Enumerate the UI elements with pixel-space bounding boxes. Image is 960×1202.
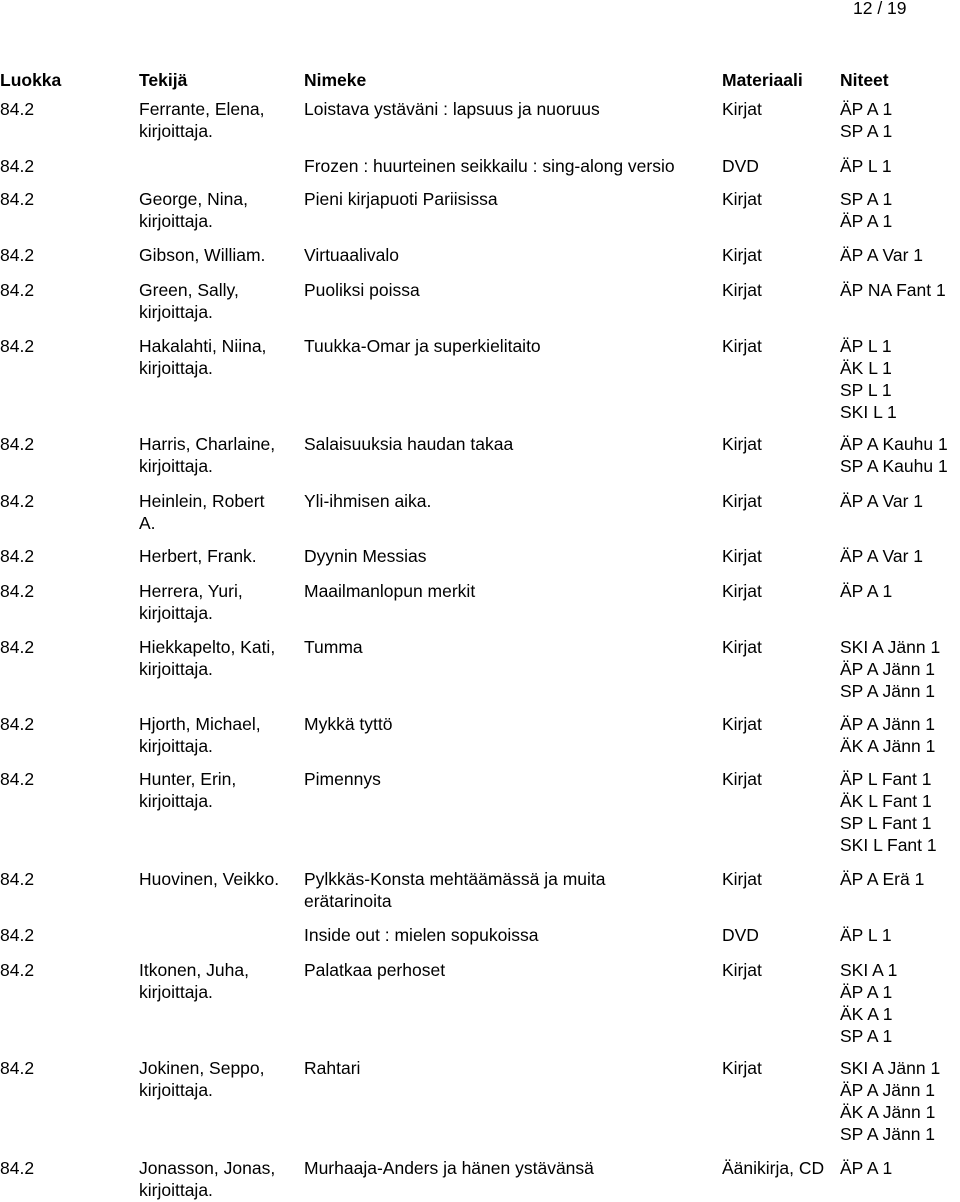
niteet-cell <box>840 490 923 512</box>
tekija-cell-line: Green, Sally, <box>139 280 239 300</box>
niteet-cell-line: ÄK L Fant 1 <box>840 791 932 811</box>
niteet-cell <box>840 433 948 477</box>
tekija-cell-line: Gibson, William. <box>139 245 266 265</box>
tekija-cell-line: Heinlein, Robert <box>139 491 265 511</box>
luokka-cell: 84.2 <box>0 960 35 980</box>
niteet-cell-line: ÄP A Var 1 <box>840 245 924 265</box>
niteet-cell <box>840 959 897 1047</box>
luokka-cell: 84.2 <box>0 1058 35 1078</box>
materiaali-cell: Kirjat <box>722 189 762 209</box>
tekija-cell <box>139 580 299 624</box>
niteet-cell-line: ÄP L 1 <box>840 156 892 176</box>
niteet-cell-line: ÄK A Jänn 1 <box>840 1102 936 1122</box>
materiaali-cell: Kirjat <box>722 99 762 119</box>
materiaali-cell: Kirjat <box>722 769 762 789</box>
niteet-cell-line: ÄK A 1 <box>840 1004 893 1024</box>
nimeke-cell-line: Dyynin Messias <box>304 546 427 566</box>
nimeke-cell <box>304 959 714 981</box>
materiaali-cell: Kirjat <box>722 637 762 657</box>
nimeke-cell <box>304 580 714 602</box>
tekija-cell <box>139 768 299 812</box>
tekija-cell-line: Itkonen, Juha, <box>139 960 249 980</box>
niteet-cell-line: SKI A 1 <box>840 960 898 980</box>
niteet-cell <box>840 768 937 856</box>
niteet-cell-line: ÄP A 1 <box>840 1158 893 1178</box>
tekija-cell <box>139 713 299 757</box>
niteet-cell <box>840 636 940 702</box>
tekija-cell <box>139 545 299 567</box>
tekija-cell-line: Jokinen, Seppo, <box>139 1058 265 1078</box>
niteet-cell-line: SP A 1 <box>840 121 893 141</box>
luokka-cell: 84.2 <box>0 546 35 566</box>
niteet-cell-line: SP A Kauhu 1 <box>840 456 948 476</box>
tekija-cell-line: kirjoittaja. <box>139 1180 213 1200</box>
luokka-cell: 84.2 <box>0 156 35 176</box>
niteet-cell <box>840 545 923 567</box>
materiaali-cell: Kirjat <box>722 546 762 566</box>
tekija-cell-line: kirjoittaja. <box>139 736 213 756</box>
niteet-cell-line: ÄP A Jänn 1 <box>840 659 936 679</box>
nimeke-cell-line: Mykkä tyttö <box>304 714 393 734</box>
niteet-cell <box>840 924 892 946</box>
nimeke-cell-line: Inside out : mielen sopukoissa <box>304 925 539 945</box>
materiaali-cell: Kirjat <box>722 1058 762 1078</box>
nimeke-cell-line: Puoliksi poissa <box>304 280 420 300</box>
tekija-cell <box>139 244 299 266</box>
tekija-cell <box>139 188 299 232</box>
tekija-cell <box>139 1057 299 1101</box>
nimeke-cell <box>304 868 714 912</box>
tekija-cell-line: Ferrante, Elena, <box>139 99 265 119</box>
niteet-cell-line: ÄP A 1 <box>840 211 893 231</box>
nimeke-cell <box>304 155 714 177</box>
nimeke-cell <box>304 636 714 658</box>
nimeke-cell-line: Pieni kirjapuoti Pariisissa <box>304 189 498 209</box>
tekija-cell <box>139 279 299 323</box>
nimeke-cell <box>304 335 714 357</box>
tekija-cell <box>139 868 299 890</box>
nimeke-cell <box>304 1157 714 1179</box>
materiaali-cell: Kirjat <box>722 336 762 356</box>
tekija-cell-line: Hiekkapelto, Kati, <box>139 637 276 657</box>
tekija-cell-line: kirjoittaja. <box>139 659 213 679</box>
tekija-cell <box>139 335 299 379</box>
tekija-cell <box>139 490 299 534</box>
page-number: 12 / 19 <box>853 0 907 18</box>
header-nimeke: Nimeke <box>304 70 367 90</box>
niteet-cell <box>840 155 892 177</box>
nimeke-cell-line: Virtuaalivalo <box>304 245 400 265</box>
tekija-cell <box>139 636 299 680</box>
niteet-cell-line: ÄP A 1 <box>840 581 893 601</box>
niteet-cell-line: ÄP NA Fant 1 <box>840 280 946 300</box>
tekija-cell-line: George, Nina, <box>139 189 248 209</box>
niteet-cell-line: SP A 1 <box>840 189 893 209</box>
tekija-cell-line: kirjoittaja. <box>139 1080 213 1100</box>
materiaali-cell: Äänikirja, CD <box>722 1158 825 1178</box>
nimeke-cell-line: Pylkkäs-Konsta mehtäämässä ja muita <box>304 869 606 889</box>
materiaali-cell: Kirjat <box>722 869 762 889</box>
nimeke-cell-line: Tuukka-Omar ja superkielitaito <box>304 336 541 356</box>
niteet-cell-line: ÄP A Kauhu 1 <box>840 434 948 454</box>
tekija-cell <box>139 959 299 1003</box>
tekija-cell-line: kirjoittaja. <box>139 982 213 1002</box>
niteet-cell-line: ÄK A Jänn 1 <box>840 736 936 756</box>
tekija-cell <box>139 98 299 142</box>
materiaali-cell: Kirjat <box>722 714 762 734</box>
nimeke-cell-line: Loistava ystäväni : lapsuus ja nuoruus <box>304 99 600 119</box>
materiaali-cell: Kirjat <box>722 245 762 265</box>
nimeke-cell <box>304 768 714 790</box>
luokka-cell: 84.2 <box>0 925 35 945</box>
nimeke-cell <box>304 188 714 210</box>
luokka-cell: 84.2 <box>0 637 35 657</box>
materiaali-cell: Kirjat <box>722 434 762 454</box>
materiaali-cell: Kirjat <box>722 491 762 511</box>
niteet-cell-line: ÄP A Jänn 1 <box>840 1080 936 1100</box>
luokka-cell: 84.2 <box>0 189 35 209</box>
tekija-cell-line: Hunter, Erin, <box>139 769 237 789</box>
nimeke-cell-line: Yli-ihmisen aika. <box>304 491 432 511</box>
tekija-cell-line: A. <box>139 513 156 533</box>
nimeke-cell-line: Tumma <box>304 637 363 657</box>
niteet-cell-line: ÄP A Jänn 1 <box>840 714 936 734</box>
tekija-cell <box>139 433 299 477</box>
niteet-cell-line: ÄP A Erä 1 <box>840 869 925 889</box>
niteet-cell-line: ÄP A 1 <box>840 99 893 119</box>
luokka-cell: 84.2 <box>0 869 35 889</box>
materiaali-cell: DVD <box>722 156 759 176</box>
niteet-cell <box>840 98 892 142</box>
tekija-cell-line: kirjoittaja. <box>139 791 213 811</box>
header-niteet: Niteet <box>840 70 889 90</box>
luokka-cell: 84.2 <box>0 434 35 454</box>
tekija-cell-line: Hjorth, Michael, <box>139 714 261 734</box>
niteet-cell <box>840 868 924 890</box>
nimeke-cell <box>304 713 714 735</box>
nimeke-cell <box>304 490 714 512</box>
luokka-cell: 84.2 <box>0 1158 35 1178</box>
niteet-cell-line: SP A 1 <box>840 1026 893 1046</box>
luokka-cell: 84.2 <box>0 769 35 789</box>
niteet-cell-line: SKI A Jänn 1 <box>840 637 941 657</box>
niteet-cell-line: ÄP A Var 1 <box>840 546 924 566</box>
header-luokka: Luokka <box>0 70 62 90</box>
nimeke-cell <box>304 433 714 455</box>
nimeke-cell-line: erätarinoita <box>304 891 392 911</box>
nimeke-cell-line: Murhaaja-Anders ja hänen ystävänsä <box>304 1158 594 1178</box>
tekija-cell-line: Huovinen, Veikko. <box>139 869 280 889</box>
luokka-cell: 84.2 <box>0 491 35 511</box>
nimeke-cell <box>304 1057 714 1079</box>
materiaali-cell: Kirjat <box>722 960 762 980</box>
tekija-cell-line: Hakalahti, Niina, <box>139 336 267 356</box>
niteet-cell <box>840 188 892 232</box>
niteet-cell-line: SKI A Jänn 1 <box>840 1058 941 1078</box>
luokka-cell: 84.2 <box>0 714 35 734</box>
niteet-cell-line: SP A Jänn 1 <box>840 1124 936 1144</box>
materiaali-cell: DVD <box>722 925 759 945</box>
luokka-cell: 84.2 <box>0 336 35 356</box>
nimeke-cell <box>304 279 714 301</box>
niteet-cell <box>840 335 897 423</box>
materiaali-cell: Kirjat <box>722 581 762 601</box>
luokka-cell: 84.2 <box>0 99 35 119</box>
niteet-cell <box>840 279 946 301</box>
niteet-cell <box>840 244 923 266</box>
tekija-cell-line: Harris, Charlaine, <box>139 434 276 454</box>
niteet-cell-line: ÄP L Fant 1 <box>840 769 932 789</box>
niteet-cell-line: SP L Fant 1 <box>840 813 932 833</box>
luokka-cell: 84.2 <box>0 581 35 601</box>
tekija-cell-line: kirjoittaja. <box>139 121 213 141</box>
tekija-cell-line: kirjoittaja. <box>139 603 213 623</box>
tekija-cell-line: kirjoittaja. <box>139 211 213 231</box>
niteet-cell-line: ÄP L 1 <box>840 925 892 945</box>
nimeke-cell-line: Pimennys <box>304 769 381 789</box>
niteet-cell-line: ÄP L 1 <box>840 336 892 356</box>
niteet-cell <box>840 713 935 757</box>
nimeke-cell <box>304 545 714 567</box>
niteet-cell-line: ÄK L 1 <box>840 358 892 378</box>
tekija-cell-line: Herbert, Frank. <box>139 546 257 566</box>
nimeke-cell-line: Frozen : huurteinen seikkailu : sing-along versio <box>304 156 675 176</box>
niteet-cell <box>840 580 892 602</box>
tekija-cell-line: kirjoittaja. <box>139 302 213 322</box>
header-materiaali: Materiaali <box>722 70 803 90</box>
tekija-cell-line: kirjoittaja. <box>139 358 213 378</box>
luokka-cell: 84.2 <box>0 280 35 300</box>
header-tekija: Tekijä <box>139 70 188 90</box>
nimeke-cell <box>304 98 714 120</box>
nimeke-cell-line: Palatkaa perhoset <box>304 960 446 980</box>
niteet-cell-line: SP A Jänn 1 <box>840 681 936 701</box>
niteet-cell <box>840 1157 892 1179</box>
nimeke-cell <box>304 924 714 946</box>
nimeke-cell-line: Maailmanlopun merkit <box>304 581 476 601</box>
nimeke-cell-line: Rahtari <box>304 1058 361 1078</box>
tekija-cell-line: kirjoittaja. <box>139 456 213 476</box>
niteet-cell-line: SP L 1 <box>840 380 892 400</box>
niteet-cell-line: SKI L Fant 1 <box>840 835 937 855</box>
luokka-cell: 84.2 <box>0 245 35 265</box>
niteet-cell-line: ÄP A 1 <box>840 982 893 1002</box>
tekija-cell-line: Jonasson, Jonas, <box>139 1158 276 1178</box>
nimeke-cell-line: Salaisuuksia haudan takaa <box>304 434 514 454</box>
materiaali-cell: Kirjat <box>722 280 762 300</box>
tekija-cell <box>139 1157 299 1201</box>
niteet-cell-line: ÄP A Var 1 <box>840 491 924 511</box>
niteet-cell <box>840 1057 940 1145</box>
niteet-cell-line: SKI L 1 <box>840 402 897 422</box>
tekija-cell-line: Herrera, Yuri, <box>139 581 243 601</box>
nimeke-cell <box>304 244 714 266</box>
